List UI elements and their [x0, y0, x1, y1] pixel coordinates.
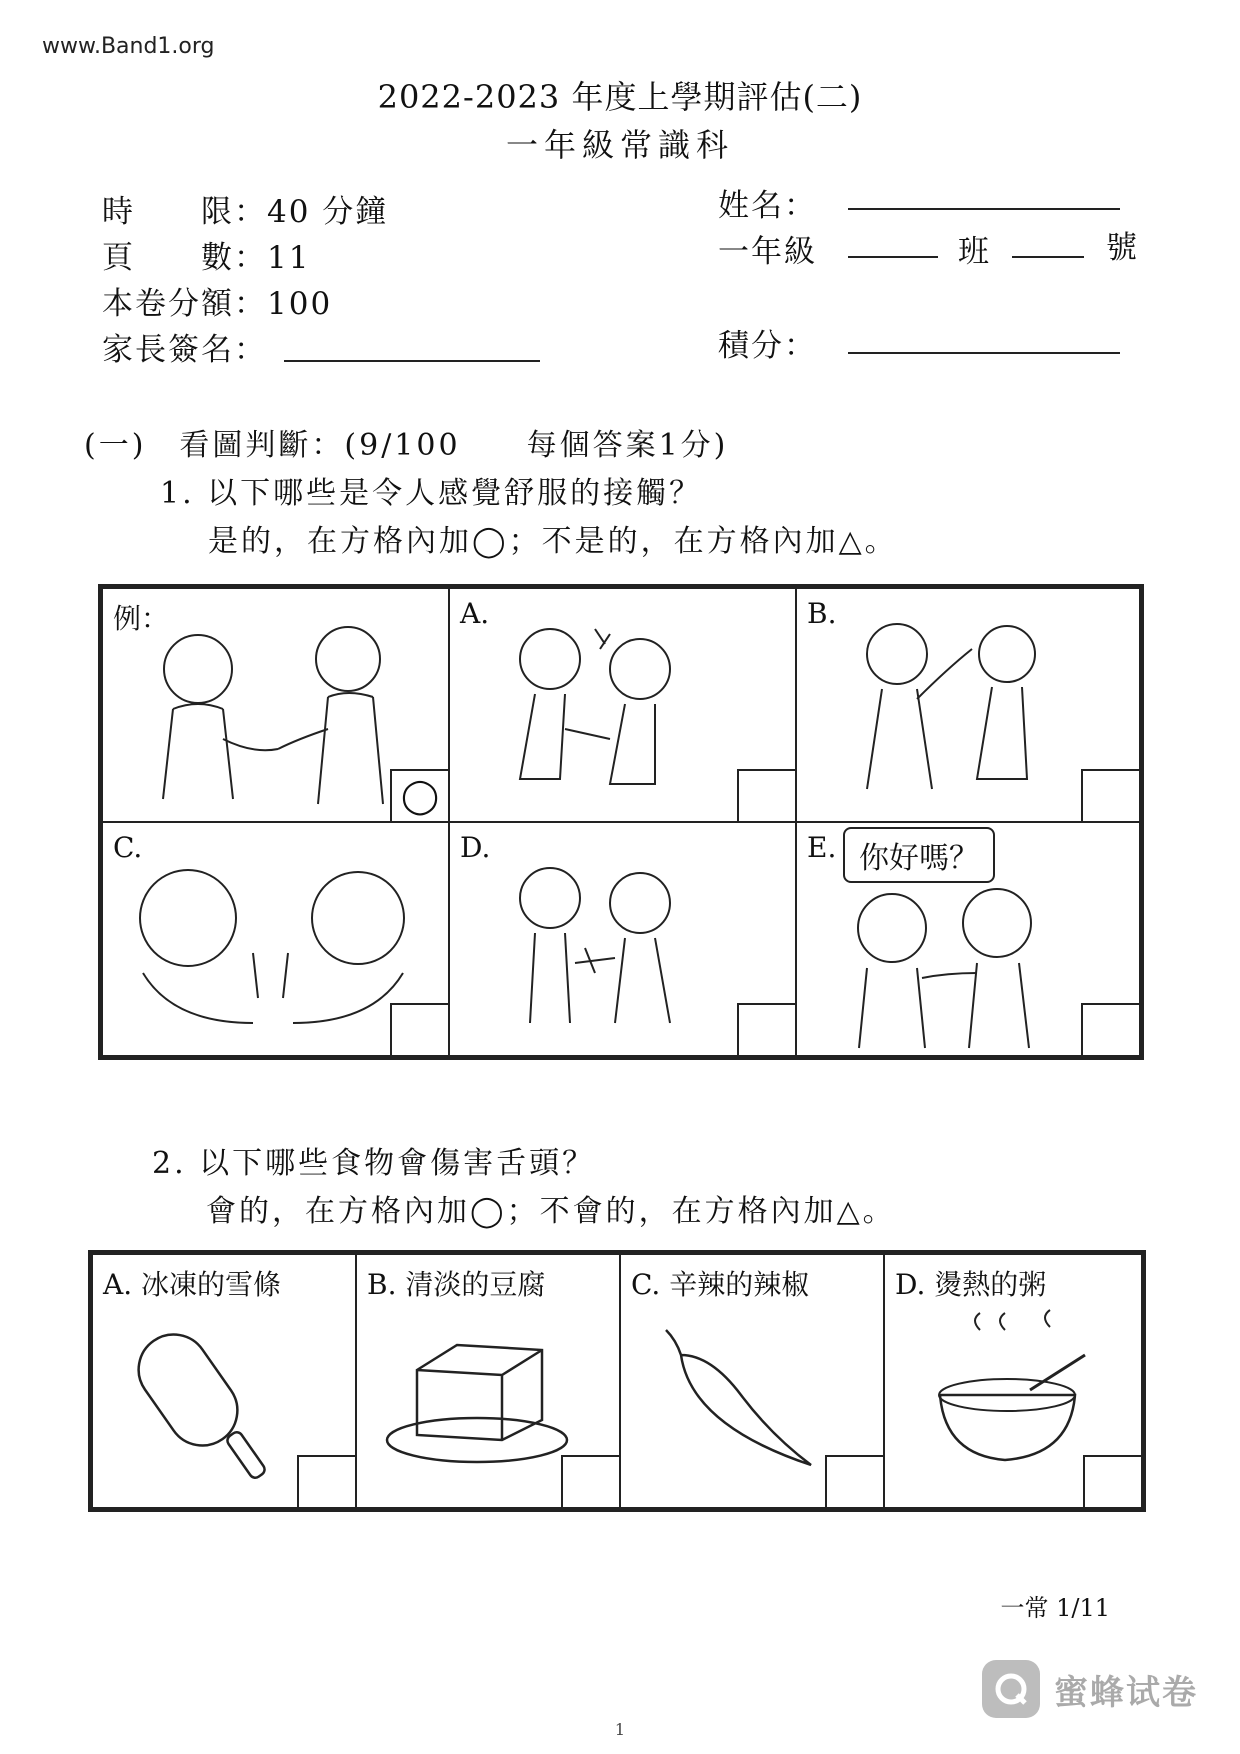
score-line[interactable]: [848, 352, 1120, 354]
cell-label: C. 辛辣的辣椒: [631, 1268, 810, 1301]
number-line[interactable]: [1012, 256, 1084, 258]
exam-title: 2022-2023 年度上學期評估(二): [377, 78, 863, 116]
name-label: 姓名：: [718, 188, 817, 224]
class-line[interactable]: [848, 256, 938, 258]
answer-box[interactable]: [1081, 1003, 1139, 1055]
q2-cell-d: [883, 1253, 1143, 1509]
answer-box[interactable]: [390, 1003, 448, 1055]
q2-question: 2. 以下哪些食物會傷害舌頭？: [152, 1146, 596, 1181]
q2-instruction: 會的，在方格內加◯；不會的，在方格內加△。: [206, 1194, 896, 1229]
watermark-logo: [982, 1660, 1198, 1718]
page-count: 頁 數：11: [102, 240, 311, 276]
cell-label: B. 清淡的豆腐: [367, 1268, 546, 1301]
answer-box[interactable]: [1081, 769, 1139, 821]
cell-label: B.: [807, 597, 837, 630]
logo-mark: [991, 1669, 1031, 1709]
q1-cell-b: [795, 587, 1141, 823]
class-label: 班: [958, 234, 991, 270]
answer-box[interactable]: [737, 1003, 795, 1055]
total-marks: 本卷分額：100: [102, 286, 333, 322]
q1-cell-example: [101, 587, 450, 823]
answer-box[interactable]: [297, 1455, 355, 1507]
exam-subtitle: 一年級常識科: [505, 126, 734, 164]
q2-cell-c: [619, 1253, 885, 1509]
q1-cell-d: [448, 821, 797, 1057]
page-number: 一常 1/11: [1000, 1594, 1110, 1622]
footer-page-number: 1: [614, 1720, 626, 1739]
q1-cell-e: [795, 821, 1141, 1057]
section-heading: (一) 看圖判斷：(9/100 每個答案1分): [84, 428, 729, 463]
cell-label: A. 冰凍的雪條: [103, 1268, 282, 1301]
q1-cell-a: [448, 587, 797, 823]
watermark-text: 蜜蜂试卷: [1054, 1672, 1198, 1713]
cell-label: 例：: [113, 602, 170, 635]
bee-logo-icon: [982, 1660, 1040, 1718]
name-line[interactable]: [848, 208, 1120, 210]
q1-cell-c: [101, 821, 450, 1057]
cell-label: D.: [460, 831, 491, 864]
grade-label: 一年級: [718, 234, 817, 270]
answer-box[interactable]: [561, 1455, 619, 1507]
q1-question: 1. 以下哪些是令人感覺舒服的接觸？: [160, 476, 703, 511]
speech-bubble: 你好嗎？: [843, 827, 995, 883]
time-limit: 時 限：40 分鐘: [102, 194, 389, 230]
number-label: 號: [1106, 230, 1139, 266]
cell-label: C.: [113, 831, 143, 864]
q2-cell-b: [355, 1253, 621, 1509]
cell-label: E.: [807, 831, 837, 864]
site-url: www.Band1.org: [42, 34, 215, 59]
q1-instruction: 是的，在方格內加◯；不是的，在方格內加△。: [208, 524, 898, 559]
parent-signature-label: 家長簽名：: [102, 332, 267, 368]
cell-label: D. 燙熱的粥: [895, 1268, 1047, 1301]
answer-box[interactable]: [1083, 1455, 1141, 1507]
score-label: 積分：: [718, 328, 817, 364]
answer-box[interactable]: ◯: [390, 769, 448, 821]
q2-cell-a: [91, 1253, 357, 1509]
q1-grid: [98, 584, 1144, 1060]
cell-label: A.: [460, 597, 490, 630]
answer-box[interactable]: [825, 1455, 883, 1507]
q2-grid: [88, 1250, 1146, 1512]
answer-box[interactable]: [737, 769, 795, 821]
parent-signature-line[interactable]: [284, 360, 540, 362]
